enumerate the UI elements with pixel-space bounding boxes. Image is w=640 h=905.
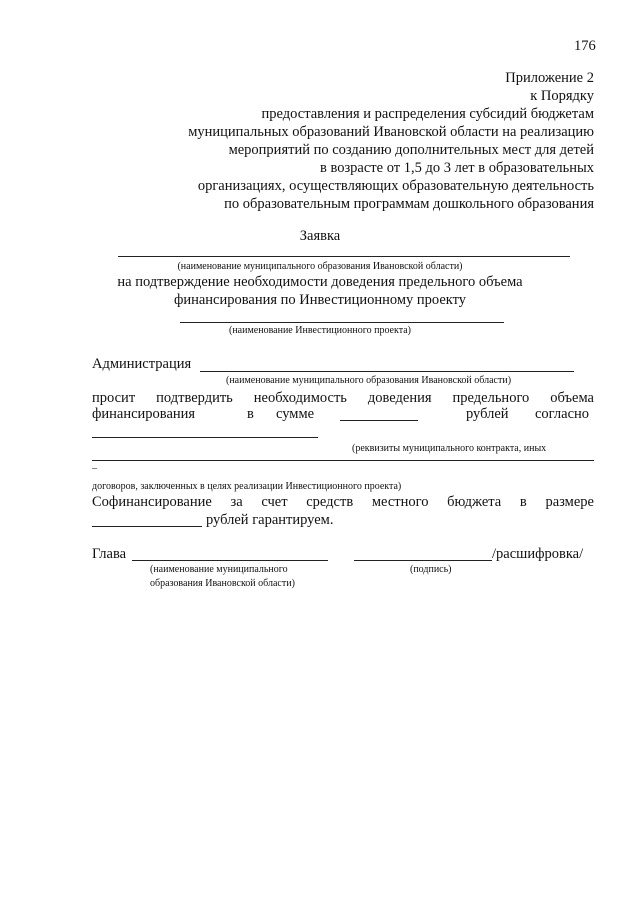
- cofinance-word: средств: [306, 494, 354, 510]
- cofinance-blank-line: [92, 526, 202, 527]
- purpose-line-2: финансирования по Инвестиционному проекту: [173, 292, 467, 308]
- document-title: Заявка: [299, 228, 341, 244]
- amount-word-in: в: [247, 406, 254, 422]
- purpose-line-1: на подтверждение необходимости доведения предельного объема: [117, 274, 523, 290]
- request-word: предельного: [452, 390, 530, 406]
- appendix-line-3: предоставления и распределения субсидий бюджетам: [261, 106, 594, 122]
- appendix-line-5: мероприятий по созданию дополнительных мест для детей: [228, 142, 594, 158]
- amount-word-rubles: рублей: [466, 406, 509, 422]
- request-word: подтвердить: [156, 390, 233, 406]
- cofinance-word: счет: [261, 494, 288, 510]
- municipality-caption: (наименование муниципального образования Ивановской области): [177, 261, 463, 272]
- head-caption-line-2: образования Ивановской области): [150, 578, 295, 589]
- amount-word-financing: финансирования: [92, 406, 196, 422]
- appendix-line-7: организациях, осуществляющих образовательную деятельность: [197, 178, 594, 194]
- page-number: 176: [574, 38, 596, 54]
- admin-caption: (наименование муниципального образования Ивановской области): [226, 375, 512, 386]
- cofinance-word: местного: [371, 494, 429, 510]
- contract-caption-part1: (реквизиты муниципального контракта, иных: [352, 443, 547, 454]
- cofinance-word: размере: [545, 494, 594, 510]
- request-word: необходимость: [253, 390, 347, 406]
- guarantee-text: рублей гарантируем.: [206, 512, 334, 528]
- decoding-label: /расшифровка/: [492, 546, 584, 562]
- contract-caption-dash: –: [92, 463, 97, 474]
- head-caption-line-1: (наименование муниципального: [150, 564, 288, 575]
- appendix-line-4: муниципальных образований Ивановской области на реализацию: [188, 124, 594, 140]
- cofinance-word: Софинансирование: [92, 494, 212, 510]
- cofinance-word: бюджета: [447, 494, 502, 510]
- project-blank-line: [180, 322, 504, 323]
- amount-blank-line: [340, 420, 418, 421]
- appendix-line-1: Приложение 2: [505, 70, 594, 86]
- cofinance-line: [92, 494, 594, 511]
- project-caption: (наименование Инвестиционного проекта): [228, 325, 411, 336]
- admin-label: Администрация: [92, 356, 192, 372]
- admin-blank-line: [200, 371, 574, 372]
- amount-word-according: согласно: [535, 406, 590, 422]
- request-line: [92, 390, 594, 407]
- head-name-line: [132, 560, 328, 561]
- cofinance-word: в: [519, 494, 527, 510]
- cofinance-word: за: [230, 494, 243, 510]
- appendix-line-8: по образовательным программам дошкольного образования: [224, 196, 594, 212]
- contract-caption-part2: договоров, заключенных в целях реализации Инвестиционного проекта): [92, 481, 402, 492]
- head-label: Глава: [92, 546, 127, 562]
- signature-line: [354, 560, 492, 561]
- contract-blank-line-2: [92, 460, 594, 461]
- request-word: доведения: [367, 390, 432, 406]
- municipality-blank-line: [118, 256, 570, 257]
- request-word: просит: [92, 390, 136, 406]
- contract-blank-line-1: [92, 437, 318, 438]
- appendix-line-2: к Порядку: [530, 88, 594, 104]
- appendix-line-6: в возрасте от 1,5 до 3 лет в образовательных: [319, 160, 594, 176]
- request-word: объема: [550, 390, 594, 406]
- signature-caption: (подпись): [410, 564, 452, 575]
- amount-word-sum: сумме: [276, 406, 315, 422]
